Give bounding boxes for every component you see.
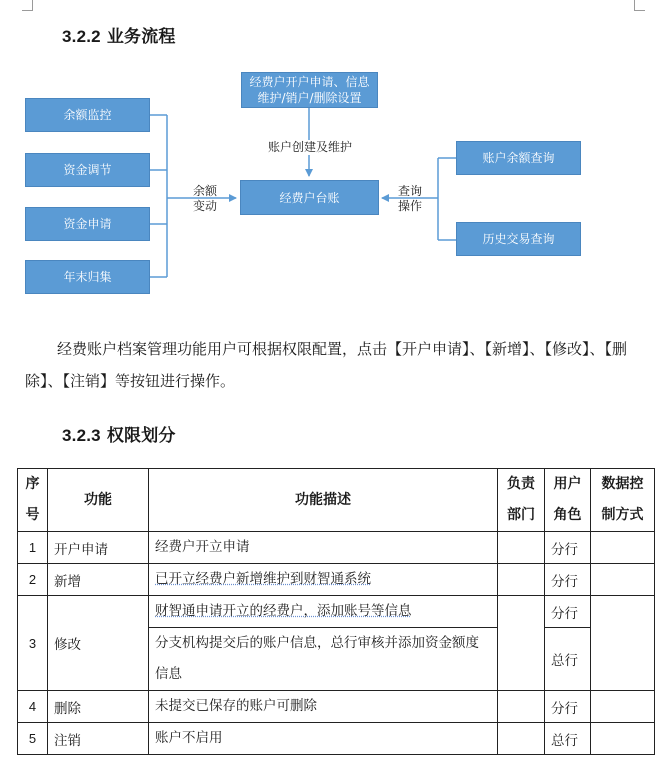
body-paragraph: 经费账户档案管理功能用户可根据权限配置，点击【开户申请】、【新增】、【修改】、【删除】、【注销】等按钮进行操作。 [25,340,628,390]
table-header-row [18,469,655,532]
section-heading-permissions [62,421,176,446]
table-row: 3 修改 财智通申请开立的经费户，添加账号等信息 分行 [18,596,655,628]
section-heading-business-flow [62,22,176,47]
section-number: 3.2.2 [62,27,101,46]
table-row: 1 开户申请 经费户开立申请 分行 [18,532,655,564]
box-expense-ledger: 经费户台账 [240,180,379,215]
box-fund-adjustment: 资金调节 [25,153,150,187]
business-flow-diagram [0,66,667,306]
box-year-end-collection: 年末归集 [25,260,150,294]
box-line-2: 维护/销户/删除设置 [257,91,362,105]
section-title: 业务流程 [106,27,176,47]
header-department: 负责 部门 [498,469,545,532]
box-balance-monitoring: 余额监控 [25,98,150,132]
edge-label-query-operation: 查询 操作 [397,184,422,213]
edge-label-account-creation: 账户创建及维护 [258,140,362,155]
permission-table [17,468,655,755]
page-corner-mark-right [634,0,645,11]
page-corner-mark-left [22,0,33,11]
header-no: 序 号 [18,469,48,532]
table-row: 5 注销 账户不启用 总行 [18,723,655,755]
header-description: 功能描述 [149,469,498,532]
box-fund-application: 资金申请 [25,207,150,241]
section-number: 3.2.3 [62,426,101,445]
header-function: 功能 [48,469,149,532]
box-balance-query: 账户余额查询 [456,141,581,175]
box-account-opening-maintenance [241,72,378,108]
table-row: 4 删除 未提交已保存的账户可删除 分行 [18,691,655,723]
bracket-right [438,158,456,240]
bracket-left [150,115,167,277]
header-control: 数据控 制方式 [591,469,655,532]
table-row: 分支机构提交后的账户信息，总行审核并添加资金额度 信息 总行 [18,628,655,691]
header-role: 用户 角色 [545,469,591,532]
box-history-query: 历史交易查询 [456,222,581,256]
box-line-1: 经费户开户申请、信息 [249,75,370,89]
section-title: 权限划分 [106,426,176,446]
table-row: 2 新增 已开立经费户新增维护到财智通系统 分行 [18,564,655,596]
edge-label-balance-change: 余额 变动 [192,184,217,213]
